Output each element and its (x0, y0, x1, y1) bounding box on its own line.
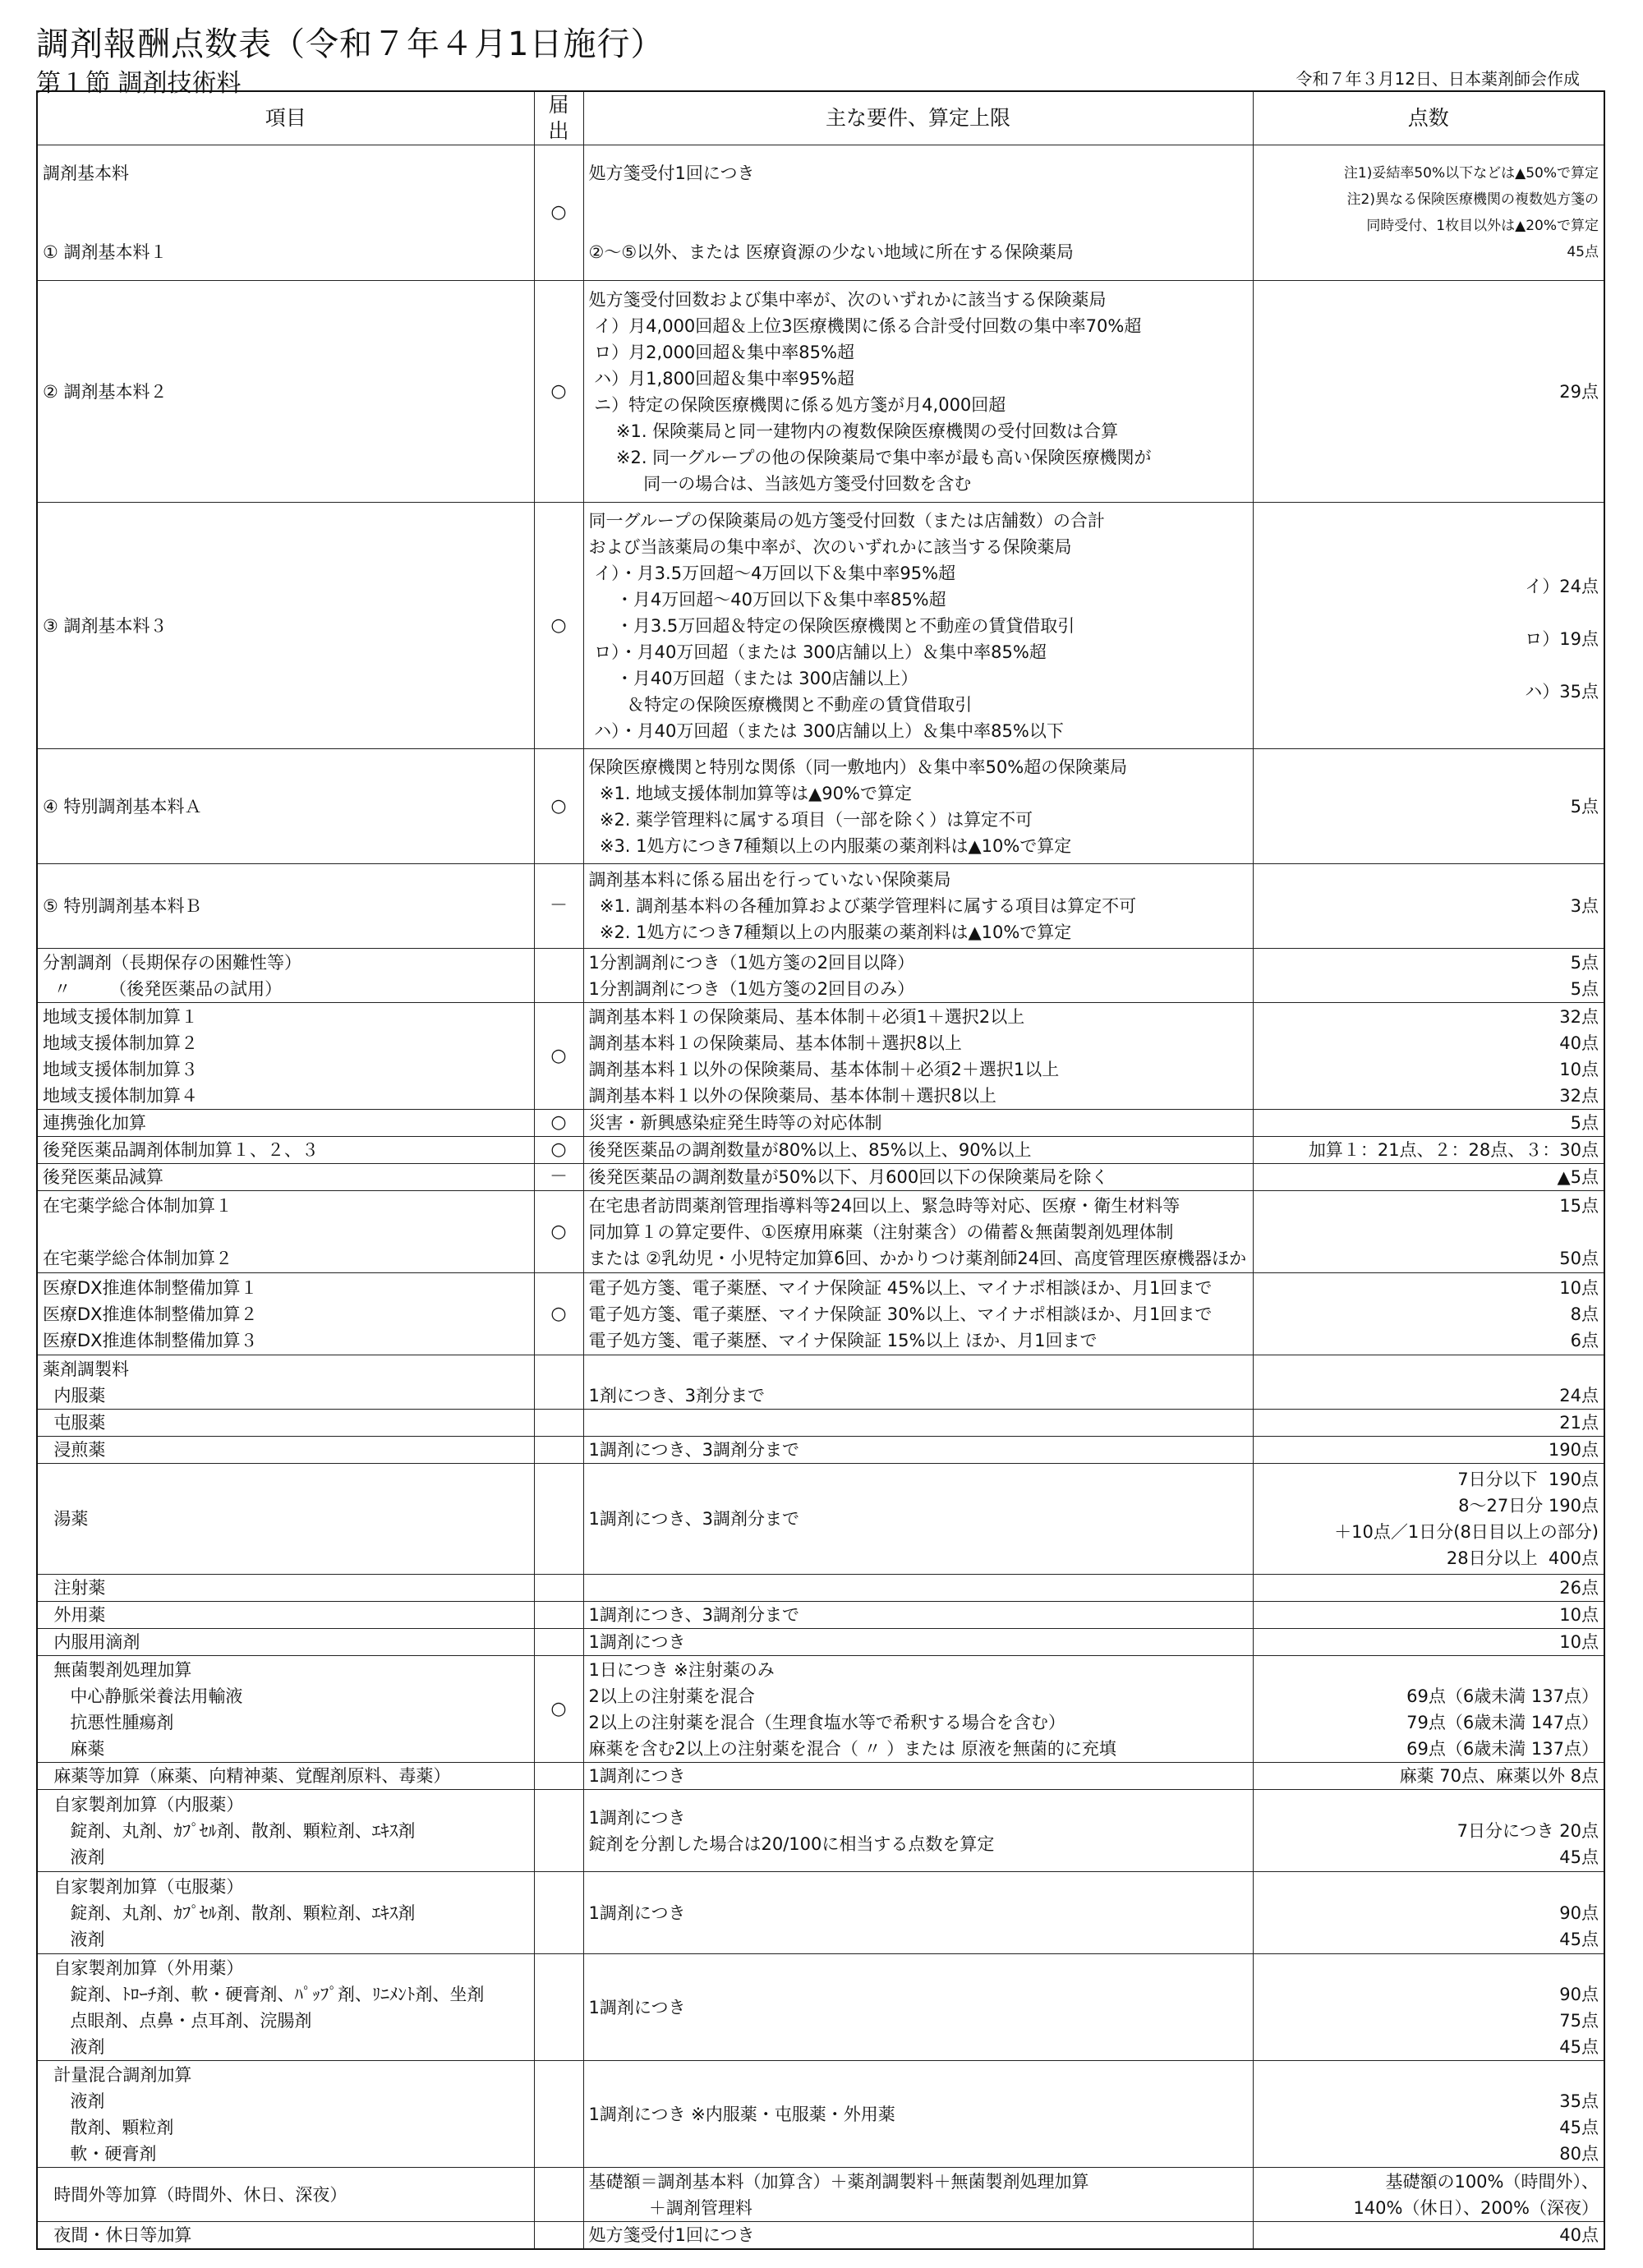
points-cell: 5点 5点 (1253, 949, 1604, 1003)
notify-mark: － (534, 1164, 583, 1191)
table-row (37, 2061, 1604, 2168)
requirements-cell: 処方箋受付1回につき ②～⑤以外、または 医療資源の少ない地域に所在する保険薬局 (583, 145, 1253, 281)
points-cell: 10点 8点 6点 (1253, 1273, 1604, 1355)
fee-table (36, 90, 1605, 2250)
table-row (37, 864, 1604, 949)
table-row (37, 1954, 1604, 2061)
table-row (37, 1763, 1604, 1790)
points-cell: 26点 (1253, 1575, 1604, 1602)
notify-mark (534, 2222, 583, 2250)
table-row (37, 1137, 1604, 1164)
points-cell: 基礎額の100%（時間外）、 140%（休日）、200%（深夜） (1253, 2168, 1604, 2222)
table-row (37, 1656, 1604, 1763)
item-cell: 自家製剤加算（外用薬） 錠剤、ﾄﾛｰﾁ剤、軟・硬膏剤、ﾊﾟｯﾌﾟ剤、ﾘﾆﾒﾝﾄ剤、坐剤 点眼剤、点鼻・点耳剤、浣腸剤 液剤 (37, 1954, 534, 2061)
requirements-cell: 1調剤につき (583, 1872, 1253, 1954)
notify-mark: ○ (534, 1110, 583, 1137)
notify-mark (534, 1437, 583, 1464)
notify-mark: ○ (534, 1656, 583, 1763)
notify-mark (534, 1954, 583, 2061)
item-cell: 夜間・休日等加算 (37, 2222, 534, 2250)
item-cell: 地域支援体制加算１ 地域支援体制加算２ 地域支援体制加算３ 地域支援体制加算４ (37, 1003, 534, 1110)
requirements-cell: 基礎額＝調剤基本料（加算含）＋薬剤調製料＋無菌製剤処理加算 ＋調剤管理料 (583, 2168, 1253, 2222)
notify-mark: ○ (534, 503, 583, 749)
table-row (37, 1464, 1604, 1575)
requirements-cell: 電子処方箋、電子薬歴、マイナ保険証 45%以上、マイナポ相談ほか、月1回まで 電子処方箋、電子薬歴、マイナ保険証 30%以上、マイナポ相談ほか、月1回まで 電子処方箋、電子薬歴、マイナ保険証 15%以上 ほか、月1回まで (583, 1273, 1253, 1355)
points-cell: 29点 (1253, 281, 1604, 503)
section-title: 第１節 調剤技術料 (36, 69, 242, 98)
requirements-cell: 1剤につき、3剤分まで (583, 1355, 1253, 1410)
requirements-cell (583, 1410, 1253, 1437)
points-cell: ▲5点 (1253, 1164, 1604, 1191)
requirements-cell: 在宅患者訪問薬剤管理指導料等24回以上、緊急時等対応、医療・衛生材料等 同加算１の算定要件、①医療用麻薬（注射薬含）の備蓄＆無菌製剤処理体制 または ②乳幼児・小児特定加算6回、かかりつけ薬剤師24回、高度管理医療機器ほか (583, 1191, 1253, 1273)
notify-mark (534, 949, 583, 1003)
item-cell: 浸煎薬 (37, 1437, 534, 1464)
author-note: 令和７年３月12日、日本薬剤師会作成 (1296, 69, 1580, 89)
requirements-cell: 1調剤につき、3調剤分まで (583, 1464, 1253, 1575)
table-row (37, 1410, 1604, 1437)
notify-mark: ○ (534, 749, 583, 864)
notify-mark (534, 1355, 583, 1410)
notify-mark: ○ (534, 145, 583, 281)
item-cell: 自家製剤加算（内服薬） 錠剤、丸剤、ｶﾌﾟｾﾙ剤、散剤、顆粒剤、ｴｷｽ剤 液剤 (37, 1790, 534, 1872)
points-cell: 加算１：21点、２：28点、３：30点 (1253, 1137, 1604, 1164)
item-cell: 外用薬 (37, 1602, 534, 1629)
points-cell: 90点 75点 45点 (1253, 1954, 1604, 2061)
requirements-cell: 後発医薬品の調剤数量が80%以上、85%以上、90%以上 (583, 1137, 1253, 1164)
item-cell: 麻薬等加算（麻薬、向精神薬、覚醒剤原料、毒薬） (37, 1763, 534, 1790)
points-cell: 10点 (1253, 1629, 1604, 1656)
item-cell: ⑤ 特別調剤基本料Ｂ (37, 864, 534, 949)
points-cell: 35点 45点 80点 (1253, 2061, 1604, 2168)
requirements-cell: 1日につき ※注射薬のみ 2以上の注射薬を混合 2以上の注射薬を混合（生理食塩水等で希釈する場合を含む） 麻薬を含む2以上の注射薬を混合（ 〃 ）または 原液を無菌的に充填 (583, 1656, 1253, 1763)
table-row (37, 1575, 1604, 1602)
notify-mark: ○ (534, 1137, 583, 1164)
table-row (37, 1872, 1604, 1954)
item-cell: ② 調剤基本料２ (37, 281, 534, 503)
requirements-cell: 保険医療機関と特別な関係（同一敷地内）＆集中率50%超の保険薬局 ※1. 地域支援体制加算等は▲90%で算定 ※2. 薬学管理料に属する項目（一部を除く）は算定不可 ※3. 1処方につき7種類以上の内服薬の薬剤料は▲10%で算定 (583, 749, 1253, 864)
item-cell: 分割調剤（長期保存の困難性等） 〃 （後発医薬品の試用） (37, 949, 534, 1003)
document-title: 調剤報酬点数表（令和７年４月1日施行） (36, 25, 665, 63)
notify-mark (534, 1464, 583, 1575)
notify-mark (534, 1410, 583, 1437)
notify-mark: － (534, 864, 583, 949)
points-cell: 5点 (1253, 749, 1604, 864)
item-cell: 薬剤調製料 内服薬 (37, 1355, 534, 1410)
notify-mark (534, 2168, 583, 2222)
item-cell: 在宅薬学総合体制加算１ 在宅薬学総合体制加算２ (37, 1191, 534, 1273)
item-cell: 計量混合調剤加算 液剤 散剤、顆粒剤 軟・硬膏剤 (37, 2061, 534, 2168)
table-row (37, 1003, 1604, 1110)
item-cell: 後発医薬品調剤体制加算１、２、３ (37, 1137, 534, 1164)
table-row (37, 1164, 1604, 1191)
requirements-cell: 処方箋受付回数および集中率が、次のいずれかに該当する保険薬局 イ）月4,000回超＆上位3医療機関に係る合計受付回数の集中率70%超 ロ）月2,000回超＆集中率85%超 ハ）月1,800回超＆集中率95%超 ニ）特定の保険医療機関に係る処方箋が月4,000回超 ※1. 保険薬局と同一建物内の複数保険医療機関の受付回数は合算 ※2. 同一グループの他の保険薬局で集中率が最も高い保険医療機関が 同一の場合は、当該処方箋受付回数を含む (583, 281, 1253, 503)
header-item: 項目 (37, 91, 534, 145)
notify-mark (534, 2061, 583, 2168)
requirements-cell: 1調剤につき (583, 1763, 1253, 1790)
points-cell: 5点 (1253, 1110, 1604, 1137)
requirements-cell: 1調剤につき、3調剤分まで (583, 1602, 1253, 1629)
item-cell: 注射薬 (37, 1575, 534, 1602)
item-cell: 調剤基本料 ① 調剤基本料１ (37, 145, 534, 281)
points-cell: 7日分以下 190点 8～27日分 190点 ＋10点／1日分(8日目以上の部分) 28日分以上 400点 (1253, 1464, 1604, 1575)
points-cell: 24点 (1253, 1355, 1604, 1410)
notify-mark (534, 1575, 583, 1602)
points-cell: 3点 (1253, 864, 1604, 949)
requirements-cell: 調剤基本料１の保険薬局、基本体制＋必須1＋選択2以上 調剤基本料１の保険薬局、基本体制＋選択8以上 調剤基本料１以外の保険薬局、基本体制＋必須2＋選択1以上 調剤基本料１以外の保険薬局、基本体制＋選択8以上 (583, 1003, 1253, 1110)
requirements-cell: 1調剤につき (583, 1629, 1253, 1656)
notify-mark (534, 1790, 583, 1872)
requirements-cell: 処方箋受付1回につき (583, 2222, 1253, 2250)
item-cell: 時間外等加算（時間外、休日、深夜） (37, 2168, 534, 2222)
item-cell: 連携強化加算 (37, 1110, 534, 1137)
points-cell: 10点 (1253, 1602, 1604, 1629)
header-points: 点数 (1253, 91, 1604, 145)
header-notify: 届出 (534, 91, 583, 145)
item-cell: 自家製剤加算（屯服薬） 錠剤、丸剤、ｶﾌﾟｾﾙ剤、散剤、顆粒剤、ｴｷｽ剤 液剤 (37, 1872, 534, 1954)
points-cell: 15点 50点 (1253, 1191, 1604, 1273)
item-cell: ④ 特別調剤基本料Ａ (37, 749, 534, 864)
table-row (37, 1629, 1604, 1656)
points-cell: 21点 (1253, 1410, 1604, 1437)
requirements-cell: 災害・新興感染症発生時等の対応体制 (583, 1110, 1253, 1137)
header-requirements: 主な要件、算定上限 (583, 91, 1253, 145)
notify-mark: ○ (534, 281, 583, 503)
table-header-row (37, 91, 1604, 145)
table-row (37, 949, 1604, 1003)
table-row (37, 2168, 1604, 2222)
points-cell: 190点 (1253, 1437, 1604, 1464)
item-cell: ③ 調剤基本料３ (37, 503, 534, 749)
points-cell: イ）24点 ロ）19点 ハ）35点 (1253, 503, 1604, 749)
points-cell: 32点 40点 10点 32点 (1253, 1003, 1604, 1110)
item-cell: 無菌製剤処理加算 中心静脈栄養法用輸液 抗悪性腫瘍剤 麻薬 (37, 1656, 534, 1763)
table-row (37, 1191, 1604, 1273)
notify-mark: ○ (534, 1273, 583, 1355)
points-cell: 麻薬 70点、麻薬以外 8点 (1253, 1763, 1604, 1790)
requirements-cell: 1分割調剤につき（1処方箋の2回目以降） 1分割調剤につき（1処方箋の2回目のみ） (583, 949, 1253, 1003)
table-row (37, 1110, 1604, 1137)
item-cell: 湯薬 (37, 1464, 534, 1575)
points-cell: 7日分につき 20点 45点 (1253, 1790, 1604, 1872)
table-row (37, 281, 1604, 503)
table-row (37, 145, 1604, 281)
table-row (37, 2222, 1604, 2250)
requirements-cell: 1調剤につき (583, 1954, 1253, 2061)
notify-mark: ○ (534, 1191, 583, 1273)
notify-mark: ○ (534, 1003, 583, 1110)
item-cell: 内服用滴剤 (37, 1629, 534, 1656)
table-row (37, 503, 1604, 749)
requirements-cell (583, 1575, 1253, 1602)
notify-mark (534, 1602, 583, 1629)
requirements-cell: 同一グループの保険薬局の処方箋受付回数（または店舗数）の合計 および当該薬局の集中率が、次のいずれかに該当する保険薬局 イ）・月3.5万回超～4万回以下＆集中率95%超 ・月4万回超～40万回以下＆集中率85%超 ・月3.5万回超＆特定の保険医療機関と不動産の賃貸借取引 ロ）・月40万回超（または 300店舗以上）＆集中率85%超 ・月40万回超（または 300店舗以上） ＆特定の保険医療機関と不動産の賃貸借取引 ハ）・月40万回超（または 300店舗以上）＆集中率85%以下 (583, 503, 1253, 749)
notify-mark (534, 1629, 583, 1656)
table-row (37, 1790, 1604, 1872)
table-row (37, 1602, 1604, 1629)
requirements-cell: 1調剤につき 錠剤を分割した場合は20/100に相当する点数を算定 (583, 1790, 1253, 1872)
points-cell: 注1)妥結率50%以下などは▲50%で算定 注2)異なる保険医療機関の複数処方箋の 同時受付、1枚目以外は▲20%で算定 45点 (1253, 145, 1604, 281)
requirements-cell: 後発医薬品の調剤数量が50%以下、月600回以下の保険薬局を除く (583, 1164, 1253, 1191)
requirements-cell: 調剤基本料に係る届出を行っていない保険薬局 ※1. 調剤基本料の各種加算および薬学管理料に属する項目は算定不可 ※2. 1処方につき7種類以上の内服薬の薬剤料は▲10%で算定 (583, 864, 1253, 949)
points-cell: 90点 45点 (1253, 1872, 1604, 1954)
item-cell: 屯服薬 (37, 1410, 534, 1437)
table-row (37, 749, 1604, 864)
points-cell: 69点（6歳未満 137点） 79点（6歳未満 147点） 69点（6歳未満 137点） (1253, 1656, 1604, 1763)
points-cell: 40点 (1253, 2222, 1604, 2250)
notify-mark (534, 1872, 583, 1954)
table-row (37, 1355, 1604, 1410)
item-cell: 医療DX推進体制整備加算１ 医療DX推進体制整備加算２ 医療DX推進体制整備加算３ (37, 1273, 534, 1355)
requirements-cell: 1調剤につき、3調剤分まで (583, 1437, 1253, 1464)
notify-mark (534, 1763, 583, 1790)
item-cell: 後発医薬品減算 (37, 1164, 534, 1191)
table-row (37, 1437, 1604, 1464)
table-row (37, 1273, 1604, 1355)
requirements-cell: 1調剤につき ※内服薬・屯服薬・外用薬 (583, 2061, 1253, 2168)
